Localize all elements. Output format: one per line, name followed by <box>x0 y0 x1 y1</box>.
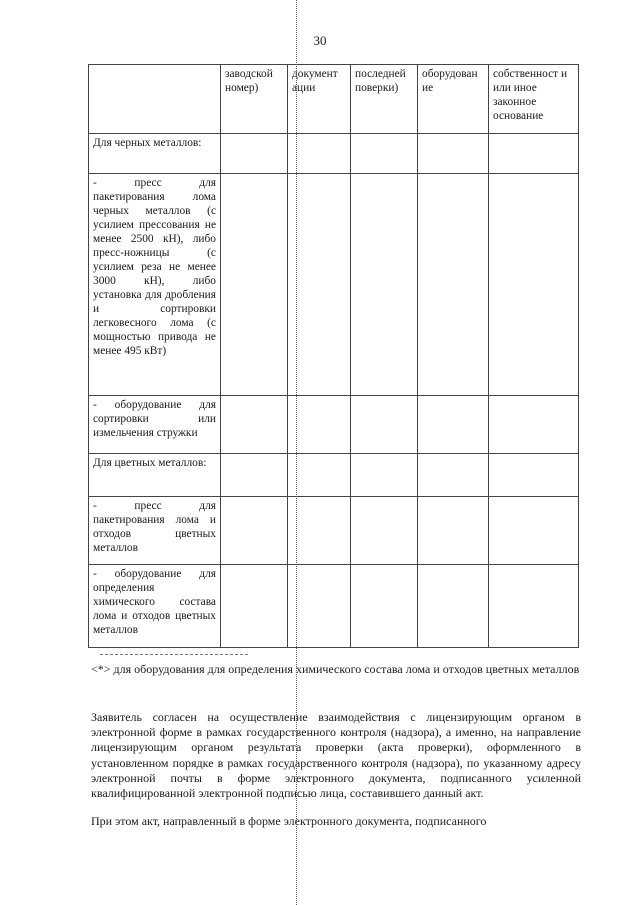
equipment-table <box>88 64 579 648</box>
table-header-row <box>89 65 579 134</box>
header-cell: последней поверки) <box>351 65 418 134</box>
header-cell: документ ации <box>288 65 351 134</box>
consent-paragraph: Заявитель согласен на осуществление взаимодействия с лицензирующим органом в электронной форме в рамках государственного контроля (надзора), а именно, на направление лицензирующим органом результата проверки (акта проверки), оформленного в установленном порядке в рамках государственного контроля (надзора), по указанному адресу электронной почты в форме электронного документа, подписанного усиленной квалифицированной электронной подписью лица, составившего данный акт. <box>91 710 581 801</box>
header-cell: оборудован ие <box>418 65 489 134</box>
row-label: Для черных металлов: <box>89 134 221 174</box>
table-row <box>89 497 579 565</box>
table-cell <box>351 454 418 497</box>
scan-fold-line <box>296 0 297 905</box>
table-cell <box>221 174 288 396</box>
table-row <box>89 134 579 174</box>
table-cell <box>351 174 418 396</box>
table-cell <box>351 565 418 648</box>
table-cell <box>221 454 288 497</box>
table-row <box>89 454 579 497</box>
table-cell <box>221 497 288 565</box>
table-cell <box>489 497 579 565</box>
header-cell <box>89 65 221 134</box>
table-cell <box>418 454 489 497</box>
footnote-separator <box>100 654 248 655</box>
table-cell <box>351 134 418 174</box>
table-row <box>89 396 579 454</box>
table-cell <box>489 454 579 497</box>
row-label: - оборудование для определения химического состава лома и отходов цветных металлов <box>89 565 221 648</box>
page-number: 30 <box>313 33 327 48</box>
act-paragraph: При этом акт, направленный в форме электронного документа, подписанного <box>91 814 487 828</box>
table-row <box>89 174 579 396</box>
table-cell <box>418 565 489 648</box>
table-cell <box>489 565 579 648</box>
row-label: - пресс для пакетирования лома и отходов цветных металлов <box>89 497 221 565</box>
table-cell <box>221 396 288 454</box>
table-cell <box>418 396 489 454</box>
table-cell <box>489 134 579 174</box>
table-cell <box>221 134 288 174</box>
table-cell <box>351 396 418 454</box>
footnote: <*> для оборудования для определения химического состава лома и отходов цветных металлов <box>91 662 580 676</box>
table-cell <box>351 497 418 565</box>
table-cell <box>489 174 579 396</box>
row-label: Для цветных металлов: <box>89 454 221 497</box>
table-row <box>89 565 579 648</box>
table-cell <box>418 134 489 174</box>
table-cell <box>489 396 579 454</box>
header-cell: заводской номер) <box>221 65 288 134</box>
table-cell <box>221 565 288 648</box>
header-cell: собственност и или иное законное основание <box>489 65 579 134</box>
table-cell <box>418 174 489 396</box>
table-cell <box>418 497 489 565</box>
row-label: - оборудование для сортировки или измельчения стружки <box>89 396 221 454</box>
row-label: - пресс для пакетирования лома черных металлов (с усилием прессования не менее 2500 кН), либо пресс-ножницы (с усилием реза не менее 3000 кН), либо установка для дробления и сортировки легковесного лома (с мощностью привода не менее 495 кВт) <box>89 174 221 396</box>
